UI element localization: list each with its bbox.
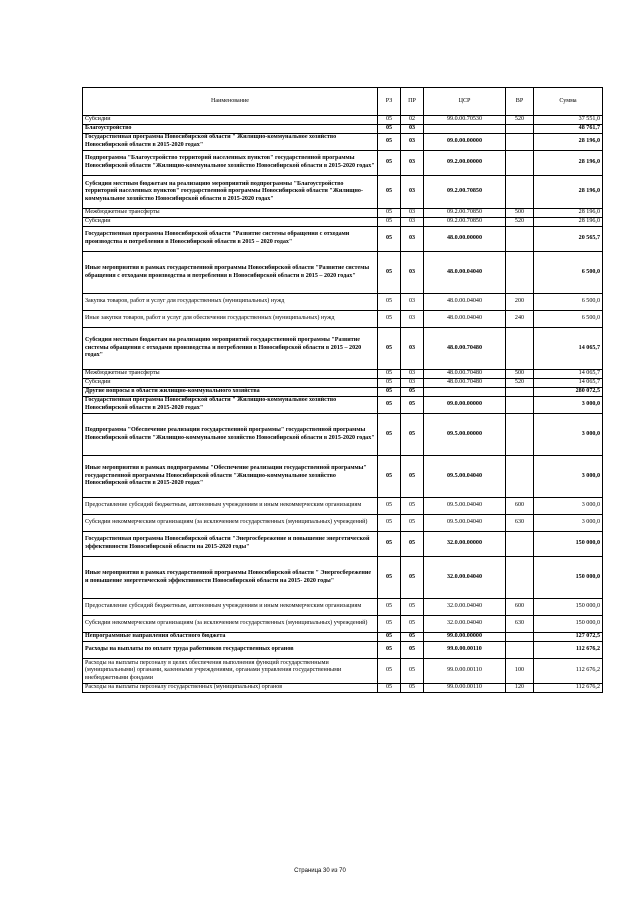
cell-vr [506,388,534,397]
cell-rz: 05 [378,311,401,328]
cell-vr: 200 [506,294,534,311]
table-row [83,532,603,557]
cell-sum: 150 000,0 [534,599,603,616]
cell-rz: 05 [378,633,401,642]
cell-rz: 05 [378,616,401,633]
cell-vr: 100 [506,659,534,684]
cell-vr [506,642,534,659]
cell-rz: 05 [378,659,401,684]
table-row [83,116,603,125]
cell-pr: 05 [401,599,424,616]
cell-vr: 520 [506,218,534,227]
cell-pr: 05 [401,659,424,684]
cell-csr: 09.5.00.04040 [424,456,506,498]
cell-sum: 14 065,7 [534,328,603,370]
cell-name: Предоставление субсидий бюджетным, автономным учреждениям и иным некоммерческим организациям [83,498,378,515]
table-row [83,397,603,414]
cell-rz: 05 [378,209,401,218]
cell-rz: 05 [378,252,401,294]
cell-pr: 03 [401,218,424,227]
cell-sum: 20 565,7 [534,227,603,252]
cell-rz: 05 [378,642,401,659]
cell-csr: 99.0.00.00110 [424,684,506,693]
cell-pr: 03 [401,151,424,176]
cell-sum: 6 500,0 [534,252,603,294]
cell-name: Благоустройство [83,125,378,134]
cell-pr: 05 [401,414,424,456]
cell-pr: 03 [401,252,424,294]
cell-pr: 05 [401,456,424,498]
cell-vr [506,328,534,370]
cell-pr: 03 [401,134,424,151]
cell-name: Субсидии некоммерческим организациям (за исключением государственных (муниципальных) учреждений) [83,515,378,532]
cell-pr: 05 [401,557,424,599]
cell-vr: 600 [506,498,534,515]
cell-pr: 05 [401,397,424,414]
cell-rz: 05 [378,456,401,498]
cell-name: Подпрограмма "Обеспечение реализации государственной программы" государственной программы Новосибирской области "Жилищно-коммунальное хозяйство Новосибирской области в 2015-2020 годах" [83,414,378,456]
cell-pr: 05 [401,498,424,515]
table-row [83,616,603,633]
table-header-row [83,88,603,116]
cell-vr: 520 [506,379,534,388]
table-row [83,218,603,227]
cell-rz: 05 [378,515,401,532]
cell-pr: 03 [401,370,424,379]
table-row [83,684,603,693]
budget-table [82,87,603,693]
cell-csr: 09.0.00.00000 [424,397,506,414]
table-row [83,414,603,456]
cell-csr: 09.2.00.70850 [424,218,506,227]
cell-rz: 05 [378,397,401,414]
cell-name: Расходы на выплаты персоналу в целях обеспечения выполнения функций государственными (муниципальными) органами, казенными учреждениями, органами управления государственными внебюджетными фондами [83,659,378,684]
table-row [83,659,603,684]
cell-rz: 05 [378,134,401,151]
cell-csr: 09.2.00.00000 [424,151,506,176]
cell-sum: 150 000,0 [534,557,603,599]
cell-csr: 09.5.00.00000 [424,414,506,456]
cell-sum: 3 000,0 [534,498,603,515]
cell-sum: 37 551,0 [534,116,603,125]
cell-sum: 28 196,0 [534,176,603,209]
table-row [83,151,603,176]
cell-pr: 03 [401,379,424,388]
cell-pr: 03 [401,294,424,311]
cell-pr: 05 [401,388,424,397]
cell-pr: 05 [401,633,424,642]
cell-pr: 03 [401,227,424,252]
table-row [83,209,603,218]
cell-pr: 03 [401,328,424,370]
cell-pr: 05 [401,642,424,659]
table-row [83,370,603,379]
cell-rz: 05 [378,294,401,311]
cell-name: Субсидии местным бюджетам на реализацию мероприятий государственной программы "Развитие системы обращения с отходами производства и потребления в Новосибирской области в 2015 – 2020 годах" [83,328,378,370]
table-row [83,557,603,599]
cell-rz: 05 [378,227,401,252]
cell-csr: 99.0.00.00110 [424,642,506,659]
cell-vr: 630 [506,515,534,532]
cell-rz: 05 [378,379,401,388]
table-row [83,311,603,328]
cell-csr [424,125,506,134]
cell-rz: 05 [378,498,401,515]
budget-table-sheet [82,87,602,693]
table-row [83,227,603,252]
cell-name: Иные мероприятия в рамках государственной программы Новосибирской области "Развитие системы обращения с отходами производства и потребления в Новосибирской области в 2015 – 2020 годах" [83,252,378,294]
cell-sum: 112 676,2 [534,659,603,684]
cell-csr: 09.2.00.70850 [424,176,506,209]
table-row [83,515,603,532]
cell-csr: 09.2.00.70850 [424,209,506,218]
cell-sum: 6 500,0 [534,294,603,311]
cell-name: Субсидии местным бюджетам на реализацию мероприятий подпрограммы "Благоустройство территорий населенных пунктов" государственной программы Новосибирской области "Жилищно-коммунальное хозяйство Новосибирской области в 2015-2020 годах" [83,176,378,209]
cell-vr [506,252,534,294]
cell-csr: 48.0.00.04040 [424,294,506,311]
cell-sum: 3 000,0 [534,456,603,498]
cell-csr: 48.0.00.00000 [424,227,506,252]
cell-pr: 02 [401,116,424,125]
page-footer: Страница 30 из 70 [294,868,346,874]
cell-name: Иные закупки товаров, работ и услуг для обеспечения государственных (муниципальных) нужд [83,311,378,328]
cell-name: Субсидии некоммерческим организациям (за исключением государственных (муниципальных) учреждений) [83,616,378,633]
cell-csr: 99.0.00.70530 [424,116,506,125]
cell-name: Государственная программа Новосибирской области " Жилищно-коммунальное хозяйство Новосибирской области в 2015-2020 годах" [83,397,378,414]
table-row [83,388,603,397]
cell-name: Межбюджетные трансферты [83,209,378,218]
table-row [83,328,603,370]
cell-vr [506,176,534,209]
cell-sum: 14 065,7 [534,370,603,379]
cell-sum: 3 000,0 [534,414,603,456]
header-csr: ЦСР [424,88,506,116]
cell-vr [506,414,534,456]
cell-name: Межбюджетные трансферты [83,370,378,379]
cell-vr [506,633,534,642]
cell-csr: 09.5.00.04040 [424,498,506,515]
cell-vr: 520 [506,116,534,125]
cell-pr: 03 [401,311,424,328]
cell-csr: 48.0.00.04040 [424,252,506,294]
header-pr: ПР [401,88,424,116]
cell-vr [506,456,534,498]
cell-csr: 32.0.00.04040 [424,599,506,616]
cell-name: Непрограммные направления областного бюджета [83,633,378,642]
cell-sum: 280 072,5 [534,388,603,397]
table-row [83,642,603,659]
cell-name: Государственная программа Новосибирской области " Жилищно-коммунальное хозяйство Новосибирской области в 2015-2020 годах" [83,134,378,151]
cell-vr [506,125,534,134]
cell-rz: 05 [378,328,401,370]
table-row [83,176,603,209]
header-rz: РЗ [378,88,401,116]
cell-vr [506,557,534,599]
cell-csr: 48.0.00.70480 [424,328,506,370]
cell-sum: 150 000,0 [534,532,603,557]
cell-csr: 99.0.00.00110 [424,659,506,684]
cell-rz: 05 [378,125,401,134]
cell-rz: 05 [378,599,401,616]
cell-csr: 09.5.00.04040 [424,515,506,532]
cell-csr: 09.0.00.00000 [424,134,506,151]
cell-name: Другие вопросы в области жилищно-коммунального хозяйства [83,388,378,397]
cell-vr [506,227,534,252]
cell-rz: 05 [378,532,401,557]
cell-name: Предоставление субсидий бюджетным, автономным учреждениям и иным некоммерческим организациям [83,599,378,616]
table-row [83,379,603,388]
cell-vr [506,151,534,176]
cell-name: Расходы на выплаты персоналу государственных (муниципальных) органов [83,684,378,693]
cell-csr: 32.0.00.00000 [424,532,506,557]
cell-rz: 05 [378,370,401,379]
cell-name: Субсидии [83,379,378,388]
cell-csr: 48.0.00.70480 [424,370,506,379]
cell-vr: 120 [506,684,534,693]
cell-name: Расходы на выплаты по оплате труда работников государственных органов [83,642,378,659]
cell-csr: 48.0.00.04040 [424,311,506,328]
cell-name: Государственная программа Новосибирской области "Развитие системы обращения с отходами производства и потребления в Новосибирской области в 2015 – 2020 годах" [83,227,378,252]
cell-name: Субсидии [83,218,378,227]
cell-vr: 240 [506,311,534,328]
cell-rz: 05 [378,684,401,693]
cell-vr [506,397,534,414]
cell-rz: 05 [378,557,401,599]
cell-vr: 500 [506,370,534,379]
cell-csr: 48.0.00.70480 [424,379,506,388]
cell-vr: 600 [506,599,534,616]
cell-sum: 150 000,0 [534,616,603,633]
table-row [83,252,603,294]
cell-csr: 99.0.00.00000 [424,633,506,642]
cell-sum: 127 072,5 [534,633,603,642]
cell-sum: 48 761,7 [534,125,603,134]
cell-sum: 112 676,2 [534,642,603,659]
cell-rz: 05 [378,176,401,209]
cell-csr: 32.0.00.04040 [424,557,506,599]
table-row [83,125,603,134]
table-row [83,294,603,311]
cell-sum: 14 065,7 [534,379,603,388]
cell-name: Государственная программа Новосибирской области "Энергосбережение и повышение энергетической эффективности Новосибирской области на 2015-2020 годы" [83,532,378,557]
header-vr: ВР [506,88,534,116]
table-row [83,498,603,515]
table-body [83,116,603,693]
cell-name: Субсидии [83,116,378,125]
table-row [83,633,603,642]
cell-pr: 05 [401,684,424,693]
cell-sum: 28 196,0 [534,218,603,227]
cell-pr: 03 [401,176,424,209]
cell-pr: 03 [401,209,424,218]
header-sum: Сумма [534,88,603,116]
cell-csr [424,388,506,397]
cell-pr: 05 [401,515,424,532]
cell-rz: 05 [378,116,401,125]
cell-sum: 28 196,0 [534,209,603,218]
cell-vr: 630 [506,616,534,633]
cell-name: Иные мероприятия в рамках государственной программы Новосибирской области " Энергосбережение и повышение энергетической эффективности Новосибирской области на 2015- 2020 годы" [83,557,378,599]
cell-pr: 05 [401,616,424,633]
cell-name: Иные мероприятия в рамках подпрограммы "Обеспечение реализации государственной программы" государственной программы Новосибирской области "Жилищно-коммунальное хозяйство Новосибирской области в 2015-2020 годах" [83,456,378,498]
cell-sum: 6 500,0 [534,311,603,328]
cell-sum: 28 196,0 [534,134,603,151]
cell-sum: 3 000,0 [534,397,603,414]
cell-sum: 3 000,0 [534,515,603,532]
cell-vr: 500 [506,209,534,218]
header-name: Наименование [83,88,378,116]
cell-vr [506,134,534,151]
cell-rz: 05 [378,414,401,456]
cell-pr: 03 [401,125,424,134]
table-row [83,134,603,151]
cell-vr [506,532,534,557]
cell-rz: 05 [378,151,401,176]
cell-pr: 05 [401,532,424,557]
cell-sum: 112 676,2 [534,684,603,693]
table-row [83,456,603,498]
cell-name: Закупка товаров, работ и услуг для государственных (муниципальных) нужд [83,294,378,311]
table-row [83,599,603,616]
cell-rz: 05 [378,388,401,397]
cell-csr: 32.0.00.04040 [424,616,506,633]
cell-sum: 28 196,0 [534,151,603,176]
cell-rz: 05 [378,218,401,227]
cell-name: Подпрограмма "Благоустройство территорий населенных пунктов" государственной программы Новосибирской области "Жилищно-коммунальное хозяйство Новосибирской области в 2015-2020 годах" [83,151,378,176]
